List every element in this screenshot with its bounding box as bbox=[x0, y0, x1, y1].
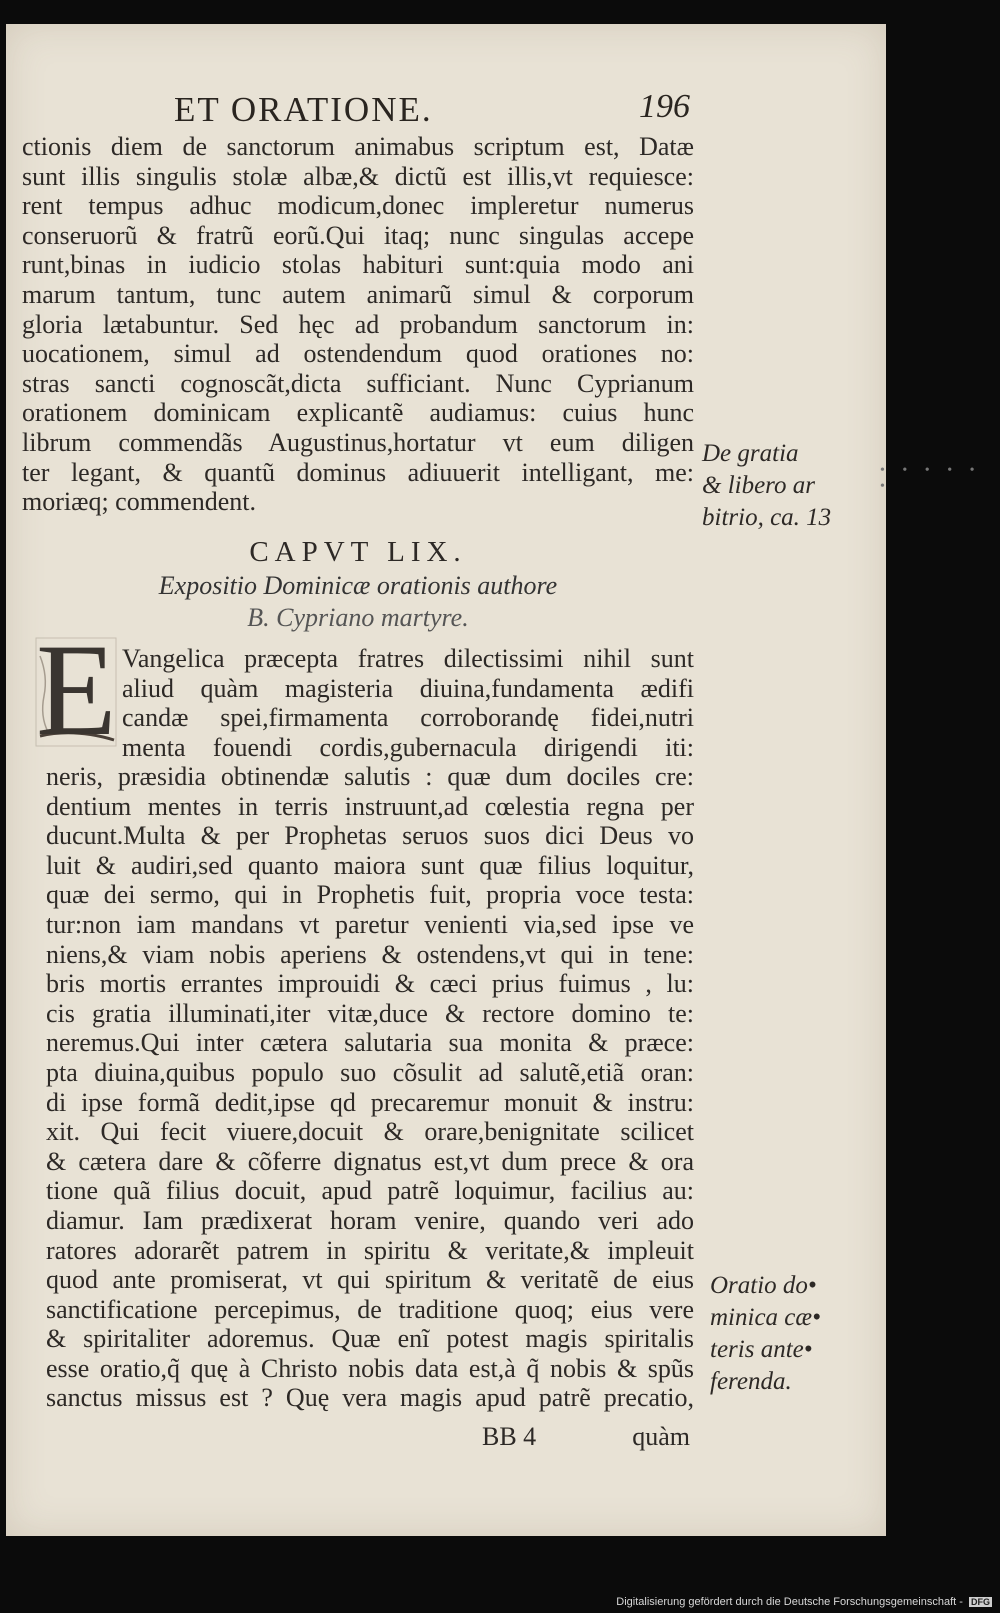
text-line: aliud quàm magisteria diuina,fundamenta ædifi bbox=[122, 673, 694, 703]
marginal-note-reference bbox=[702, 438, 831, 534]
credit-text: Digitalisierung gefördert durch die Deutsche Forschungsgemeinschaft - bbox=[616, 1596, 963, 1608]
chapter-subtitle-line2: B. Cypriano martyre. bbox=[247, 603, 469, 632]
text-line: bris mortis errantes improuidi & cæci prius fuimus , lu: bbox=[46, 969, 694, 999]
text-line: moriæq; commendent. bbox=[22, 487, 256, 517]
text-line: sunt illis singulis stolæ albæ,& dictũ est illis,vt requiesce: bbox=[22, 161, 694, 191]
text-line: candæ spei,firmamenta corroborandę fidei,nutri bbox=[122, 703, 694, 733]
catchword-line bbox=[446, 1422, 694, 1454]
dfg-logo-icon: DFG bbox=[971, 1597, 990, 1608]
text-line: cis gratia illuminati,iter vitæ,duce & rectore domino te: bbox=[46, 998, 694, 1028]
text-line: sanctus missus est ? Quę vera magis apud patrẽ precatio, bbox=[46, 1383, 694, 1413]
text-line: neris, præsidia obtinendæ salutis : quæ dum dociles cre: bbox=[46, 762, 694, 791]
note-line: minica cæ• bbox=[710, 1304, 821, 1331]
marginal-note-topic bbox=[710, 1270, 821, 1398]
text-line: rent tempus adhuc modicum,donec impleretur numerus bbox=[22, 191, 694, 221]
text-line: diamur. Iam prædixerat horam venire, quando veri ado bbox=[46, 1205, 694, 1235]
text-line: conseruorũ & fratrũ eorũ.Qui itaq; nunc singulas accepe bbox=[22, 220, 694, 250]
note-line: De gratia bbox=[702, 440, 799, 467]
note-line: Oratio do• bbox=[710, 1272, 817, 1299]
text-line: di ipse formã dedit,ipse qd precaremur monuit & instru: bbox=[46, 1087, 694, 1117]
digitization-credit bbox=[616, 1596, 992, 1608]
signature-mark: BB 4 bbox=[482, 1422, 537, 1451]
text-line: sanctificatione percepimus, de traditione quoq; eius vere bbox=[46, 1294, 694, 1324]
edge-dots-decoration: • • • • • • bbox=[880, 463, 982, 494]
text-line: Vangelica præcepta fratres dilectissimi nihil sunt bbox=[122, 644, 694, 673]
catchword: quàm bbox=[632, 1422, 690, 1451]
text-line: & cætera dare & cõferre dignatus est,vt dum prece & ora bbox=[46, 1146, 694, 1176]
text-line: dentium mentes in terris instruunt,ad cœlestia regna per bbox=[46, 791, 694, 821]
chapter-heading: CAPVT LIX. bbox=[249, 536, 467, 568]
text-line: uocationem, simul ad ostendendum quod orationes no: bbox=[22, 339, 694, 369]
text-line: ducunt.Multa & per Prophetas seruos suos dici Deus vo bbox=[46, 821, 694, 851]
text-line: quæ dei sermo, qui in Prophetis fuit, propria voce testa: bbox=[46, 880, 694, 910]
text-line: orationem dominicam explicantẽ audiamus: cuius hunc bbox=[22, 398, 694, 428]
dropcap-letter: E bbox=[36, 616, 117, 763]
text-line: neremus.Qui inter cætera salutaria sua monita & præce: bbox=[46, 1028, 694, 1058]
text-line: tur:non iam mandans vt paretur venienti via,sed ipse ve bbox=[46, 909, 694, 939]
paragraph-opening-indented bbox=[122, 644, 694, 762]
text-line: niens,& viam nobis aperiens & ostendens,vt qui in tene: bbox=[46, 939, 694, 969]
book-page bbox=[6, 24, 886, 1536]
note-line: & libero ar bbox=[702, 472, 815, 499]
text-line: gloria lætabuntur. Sed hęc ad probandum sanctorum in: bbox=[22, 309, 694, 339]
text-line: menta fouendi cordis,gubernacula dirigendi iti: bbox=[122, 732, 694, 762]
text-line: runt,binas in iudicio stolas habituri sunt:quia modo ani bbox=[22, 250, 694, 280]
paragraph-body bbox=[46, 762, 694, 1413]
text-line: ctionis diem de sanctorum animabus scriptum est, Datæ bbox=[22, 132, 694, 161]
running-header bbox=[160, 90, 692, 130]
text-line: ter legant, & quantũ dominus adiuuerit intelligant, me: bbox=[22, 457, 694, 487]
text-line: tione quã filius docuit, apud patrẽ loquimur, facilius au: bbox=[46, 1176, 694, 1206]
text-line: luit & audiri,sed quanto maiora sunt quæ filius loquitur, bbox=[46, 850, 694, 880]
text-line: librum commendãs Augustinus,hortatur vt eum diligen bbox=[22, 427, 694, 457]
chapter-subtitle-line1: Expositio Dominicæ orationis authore bbox=[158, 571, 558, 600]
text-line: stras sancti cognoscãt,dicta sufficiant. Nunc Cyprianum bbox=[22, 368, 694, 398]
page-number: 196 bbox=[639, 88, 690, 125]
text-line: xit. Qui fecit viuere,docuit & orare,benignitate scilicet bbox=[46, 1117, 694, 1147]
text-line: pta diuina,quibus populo suo cõsulit ad salutẽ,etiã oran: bbox=[46, 1057, 694, 1087]
text-line: esse oratio,q̃ quę à Christo nobis data est,à q̃ nobis & spũs bbox=[46, 1353, 694, 1383]
note-line: teris ante• bbox=[710, 1336, 813, 1363]
note-line: bitrio, ca. 13 bbox=[702, 504, 832, 531]
text-line: & spiritaliter adoremus. Quæ enĩ potest magis spiritalis bbox=[46, 1324, 694, 1354]
text-line: ratores adorarẽt patrem in spiritu & veritate,& impleuit bbox=[46, 1235, 694, 1265]
note-line: ferenda. bbox=[710, 1368, 792, 1395]
running-title: ET ORATIONE. bbox=[174, 90, 433, 129]
text-line: quod ante promiserat, vt qui spiritum & veritatẽ de eius bbox=[46, 1265, 694, 1295]
text-line: marum tantum, tunc autem animarũ simul & corporum bbox=[22, 279, 694, 309]
paragraph-preceding bbox=[22, 132, 694, 517]
